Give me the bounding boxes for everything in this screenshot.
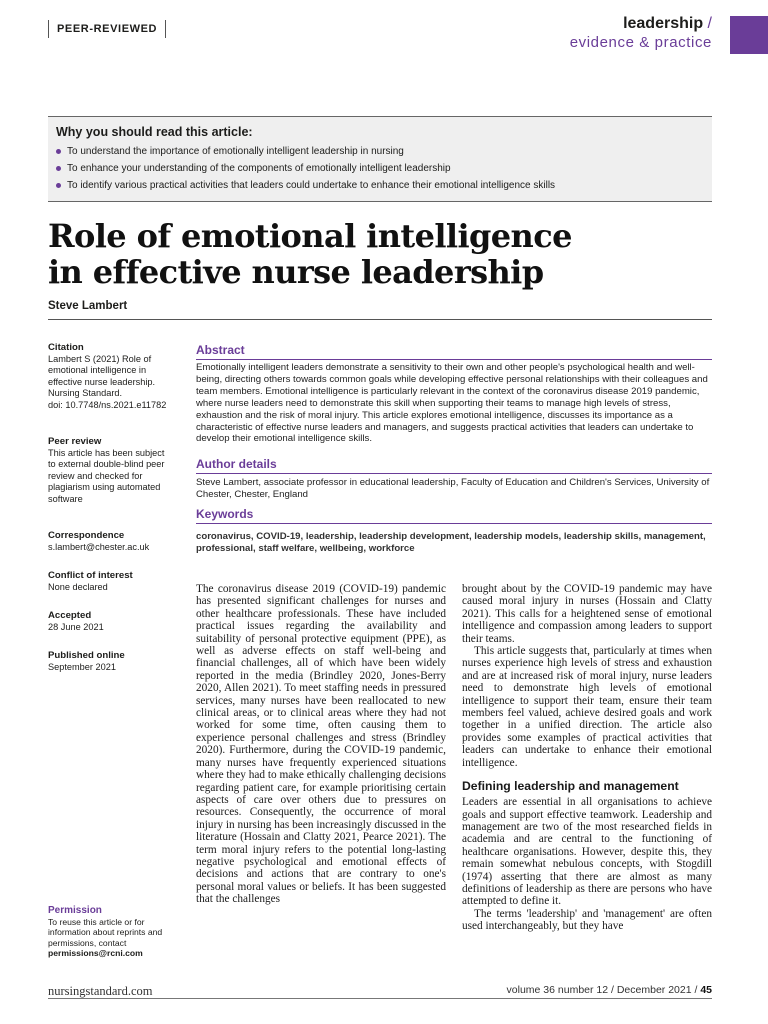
list-item: To identify various practical activities that leaders could undertake to enhance their emotional intelligence skills: [56, 177, 702, 194]
list-item: To understand the importance of emotionally intelligent leadership in nursing: [56, 143, 702, 160]
published-block: Published online September 2021: [48, 650, 125, 672]
section-heading: Defining leadership and management: [462, 779, 679, 794]
conflict-block: Conflict of interest None declared: [48, 570, 133, 592]
page-number: 45: [700, 984, 712, 996]
category-evidence-practice: evidence & practice: [569, 34, 712, 51]
category-slash: /: [707, 15, 712, 32]
author-name: Steve Lambert: [48, 300, 128, 312]
accepted-block: Accepted 28 June 2021: [48, 610, 104, 632]
author-details-text: Steve Lambert, associate professor in educational leadership, Faculty of Education and Children's Services, University of Chester, Chester, England: [196, 477, 710, 500]
abstract-text: Emotionally intelligent leaders demonstrate a sensitivity to their own and other people's psychological health and well-being, directing others towards common goals while developing effective personal relationships with their colleagues and team members. Emotional intelligence is particularly relevant in the context of the coronavirus disease 2019 pandemic, where nurse leaders need to demonstrate this skill when supporting their teams to manage high levels of stress, exhaustion and the risk of moral injury. This article explores emotional intelligence, discusses its importance as a characteristic of effective nurse leaders and managers, and suggests practical activities that leaders can undertake to develop their emotional intelligence skills.: [196, 362, 708, 445]
paragraph: The terms 'leadership' and 'management' are often used interchangeably, but they have: [462, 907, 712, 933]
article-title: Role of emotional intelligence in effective nurse leadership: [48, 217, 572, 291]
paragraph: This article suggests that, particularly at times when nurses experience high levels of stress and exhaustion and are at increased risk of moral injury, nurse leaders need to demonstrate high levels of emotional intelligence to support their team, ensure their team members feel valued, achieve desired goals and work together in a unified direction. The article also provides some examples of practical activities that leaders can undertake to enhance their emotional intelligence.: [462, 645, 712, 769]
keywords-text: coronavirus, COVID-19, leadership, leadership development, leadership models, leadership skills, management, professional, staff welfare, wellbeing, workforce: [196, 531, 706, 554]
paragraph: Leaders are essential in all organisations to achieve goals and support effective teamwork. Leadership and management are two of the most researched fields in academia and are central to the functioning of healthcare organisations. However, despite this, they remain somewhat nebulous concepts, with Stogdill (1974) asserting that there are almost as many definitions of leadership as there are persons who have attempted to define it.: [462, 796, 712, 908]
footer-site[interactable]: nursingstandard.com: [48, 984, 153, 998]
abstract-heading: Abstract: [196, 343, 712, 360]
why-read-list: [56, 143, 702, 194]
body-column-2: [462, 583, 712, 933]
citation-block: Citation Lambert S (2021) Role of emotional intelligence in effective nurse leadership. Nursing Standard. doi: 10.7748/ns.2021.e11782: [48, 342, 167, 410]
footer-issue-info: volume 36 number 12 / December 2021 / 45: [506, 984, 712, 996]
keywords-heading: Keywords: [196, 507, 712, 524]
correspondence-block: Correspondence s.lambert@chester.ac.uk: [48, 530, 170, 553]
permissions-email-link[interactable]: permissions@rcni.com: [48, 948, 143, 959]
divider: [48, 319, 712, 320]
body-column-1: [196, 583, 446, 906]
paragraph: brought about by the COVID-19 pandemic may have caused moral injury in nurses (Hossain and Clatty 2021). This calls for a heightened sense of emotional intelligence and compassion among leaders to support their teams.: [462, 583, 712, 645]
bullet-icon: [56, 149, 61, 154]
author-details-heading: Author details: [196, 457, 712, 474]
brand-color-block: [730, 16, 768, 54]
why-read-heading: Why you should read this article:: [56, 125, 253, 139]
bullet-icon: [56, 183, 61, 188]
correspondence-email-link[interactable]: s.lambert@chester.ac.uk: [48, 541, 150, 552]
permission-block: Permission To reuse this article or for information about reprints and permissions, contact permissions@rcni.com: [48, 905, 170, 959]
category-leadership: leadership: [623, 15, 704, 32]
peer-reviewed-badge: PEER-REVIEWED: [48, 20, 166, 38]
list-item: To enhance your understanding of the components of emotionally intelligent leadership: [56, 160, 702, 177]
peer-review-block: Peer review This article has been subject to external double-blind peer review and checked for plagiarism using automated software: [48, 436, 165, 504]
why-read-box: [48, 116, 712, 202]
section-category: [570, 14, 712, 52]
paragraph: The coronavirus disease 2019 (COVID-19) pandemic has presented significant challenges for nurses and other healthcare professionals. These have included practical issues regarding the availability and suitability of personal protective equipment (PPE), as well as adverse effects on staff well-being and financial challenges, all of which have been widely reported in the media (Brindley 2020, Jones-Berry 2020, Allen 2021). To meet staffing needs in pressured services, many nurses have been reallocated to new clinical areas, or to clinical areas where they had not worked for some time, often causing them to experience personal challenges and stress (Brindley 2020). Furthermore, during the COVID-19 pandemic, many nurses have frequently experienced situations where they had to make ethically challenging decisions regarding patient care, for example prioritising certain aspects of care over others due to pressures on resources. Consequently, the occurrence of moral injury in nursing has been increasingly discussed in the literature (Hossain and Clatty 2021, Pearce 2021). The term moral injury refers to the potential long-lasting negative psychological and emotional effects of decisions and actions that are contrary to one's personal moral values or beliefs. It has been suggested that the challenges: [196, 583, 447, 906]
bullet-icon: [56, 166, 61, 171]
